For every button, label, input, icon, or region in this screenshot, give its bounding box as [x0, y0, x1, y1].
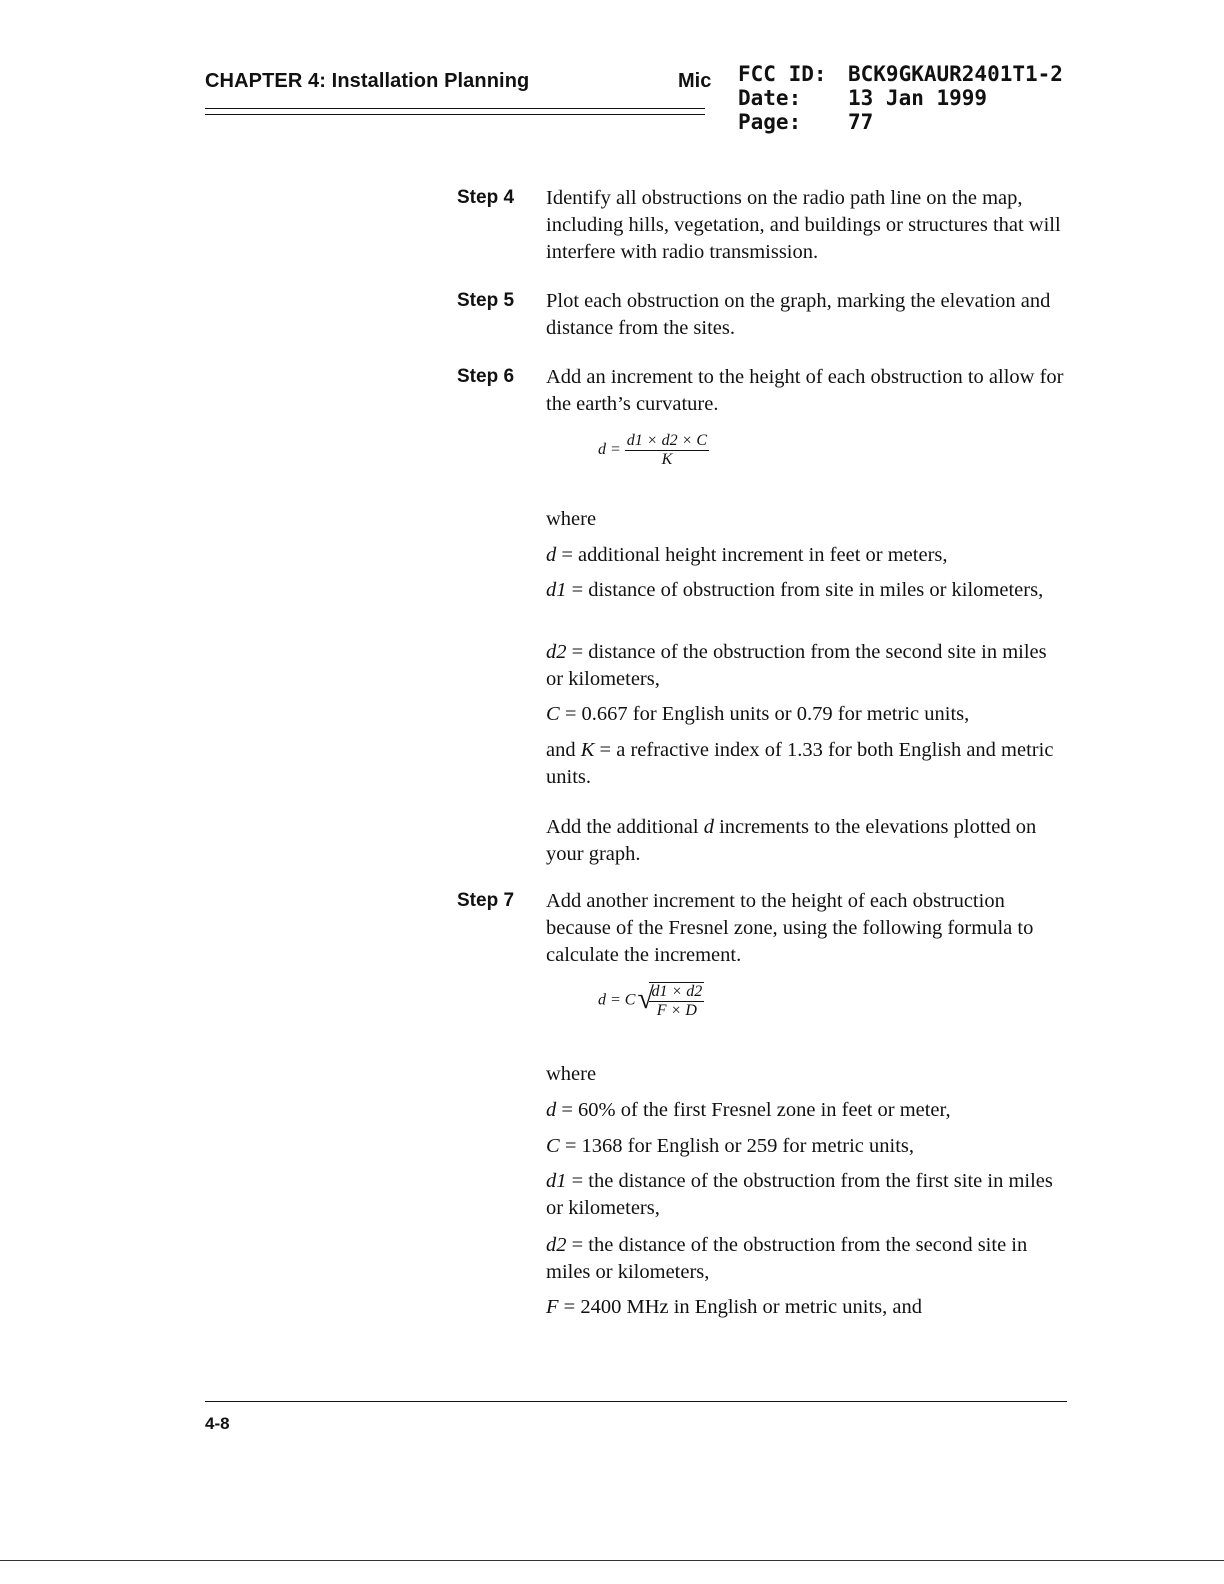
- step-7-where: where: [546, 1063, 597, 1085]
- definition-item: d2 = the distance of the obstruction from the second site in miles or kilometers,: [546, 1234, 1028, 1283]
- step-5-text: Plot each obstruction on the graph, marking the elevation and distance from the sites.: [546, 290, 1051, 339]
- definition-item: C = 1368 for English or 259 for metric units,: [546, 1135, 915, 1157]
- definition-item: d1 = distance of obstruction from site in miles or kilometers,: [546, 579, 1044, 601]
- definition-item: d1 = the distance of the obstruction from the first site in miles or kilometers,: [546, 1170, 1053, 1219]
- fcc-id-row: [738, 62, 1063, 86]
- fcc-page-value: 77: [848, 110, 874, 134]
- fcc-page-label: Page:: [738, 110, 802, 134]
- formula-numerator: d1 × d2 × C: [626, 432, 708, 449]
- formula-denominator: F × D: [656, 1002, 697, 1019]
- formula-lhs: d = C: [598, 991, 636, 1009]
- radical-icon: √: [637, 982, 654, 1015]
- fcc-date-value: 13 Jan 1999: [848, 86, 988, 110]
- formula-denominator: K: [661, 451, 673, 468]
- definition-item: d = additional height increment in feet or meters,: [546, 544, 948, 566]
- step-7-label: Step 7: [457, 890, 515, 911]
- formula-lhs: d =: [598, 441, 621, 459]
- header-rule: [205, 108, 705, 109]
- step-4-label: Step 4: [457, 187, 515, 208]
- fresnel-zone-formula: [598, 982, 704, 1020]
- scan-edge-rule: [0, 1560, 1224, 1561]
- fcc-date-row: [738, 86, 1063, 110]
- step-4-text: Identify all obstructions on the radio path line on the map, including hills, vegetation, and buildings or structures that will interfere with radio transmission.: [546, 187, 1061, 263]
- definition-item: F = 2400 MHz in English or metric units, and: [546, 1296, 922, 1318]
- fcc-date-label: Date:: [738, 86, 802, 110]
- fcc-page-row: [738, 110, 1063, 134]
- step-5-label: Step 5: [457, 290, 515, 311]
- fcc-stamp: [738, 62, 1063, 134]
- chapter-title: CHAPTER 4: Installation Planning: [205, 70, 530, 92]
- step-6-where: where: [546, 508, 597, 530]
- step-6-note: Add the additional d increments to the elevations plotted on your graph.: [546, 816, 1037, 865]
- fcc-id-value: BCK9GKAUR2401T1-2: [848, 62, 1063, 86]
- footer-rule: [205, 1401, 1067, 1402]
- earth-curvature-formula: [598, 432, 709, 469]
- formula-fraction: [649, 982, 704, 1020]
- step-7-text: Add another increment to the height of each obstruction because of the Fresnel zone, using the following formula to calculate the increment.: [546, 890, 1034, 966]
- definition-item: d = 60% of the first Fresnel zone in feet or meter,: [546, 1099, 951, 1121]
- definition-item: and K = a refractive index of 1.33 for both English and metric units.: [546, 739, 1054, 788]
- fcc-id-label: FCC ID:: [738, 62, 827, 86]
- step-6-text: Add an increment to the height of each obstruction to allow for the earth’s curvature.: [546, 366, 1064, 415]
- step-6-label: Step 6: [457, 366, 515, 387]
- formula-fraction: [625, 432, 709, 469]
- header-rule-secondary: [205, 114, 705, 115]
- formula-square-root: [639, 982, 704, 1020]
- header-truncated-text: Mic: [678, 70, 712, 92]
- definition-item: d2 = distance of the obstruction from the second site in miles or kilometers,: [546, 641, 1047, 690]
- formula-numerator: d1 × d2: [651, 983, 703, 1000]
- definition-item: C = 0.667 for English units or 0.79 for metric units,: [546, 703, 970, 725]
- page-number: 4-8: [205, 1414, 230, 1433]
